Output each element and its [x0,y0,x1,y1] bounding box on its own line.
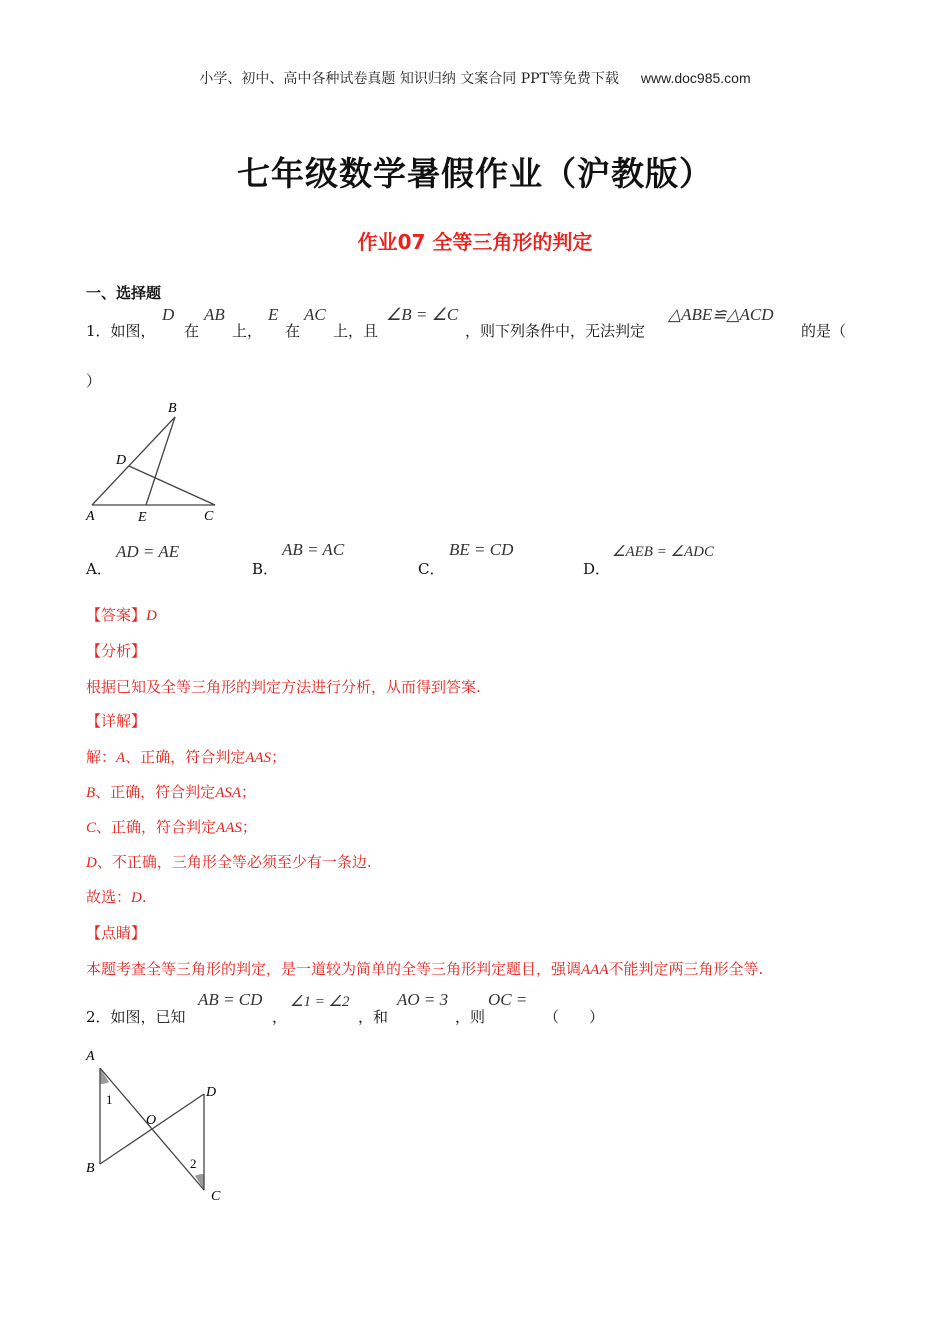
option-d-math[interactable]: ∠AEB = ∠ADC [612,544,715,560]
comment-post: 不能判定两三角形全等. [608,960,764,978]
detail-1-rule: AAS [245,750,272,766]
answer-value: D [146,608,157,624]
detail-label: 【详解】 [86,712,147,730]
detail-3-letter: C [86,820,97,836]
q1-text-6: 的是（ [801,322,847,340]
label-a: A [86,1049,95,1064]
q1-text-5: ，则下列条件中，无法判定 [465,322,646,340]
q2-figure [80,1040,240,1210]
label-d: D [116,453,127,468]
q1-math-6: △ABE≌△ACD [668,305,774,324]
q2-prefix: 2．如图，已知 [86,1008,186,1026]
label-angle-1: 1 [106,1092,113,1107]
comment-label: 【点睛】 [86,924,147,942]
label-e: E [138,510,147,525]
q2-text-2: ，和 [358,1008,389,1026]
choose-letter: D [131,890,142,906]
label-b: B [86,1161,95,1176]
detail-2-mid: 、正确，符合判定 [95,783,216,801]
q1-close: ） [86,372,102,390]
label-c: C [204,509,214,524]
detail-line-2 [86,781,256,802]
q2-math-1: AB = CD [198,990,263,1009]
detail-2-rule: ASA [215,785,242,801]
q1-math-1: D [162,305,175,324]
option-c-letter[interactable]: C． [418,560,445,578]
option-d-letter[interactable]: D． [583,560,611,578]
option-b-math[interactable]: AB = AC [282,540,345,559]
q1-text-2: 上， [232,322,263,340]
detail-3-rule: AAS [216,820,242,836]
q2-text-1: ， [272,1008,288,1026]
answer-label: 【答案】 [86,606,147,624]
detail-2-letter: B [86,785,96,801]
choose-post: . [141,888,147,906]
page-subtitle: 作业07 全等三角形的判定 [357,230,593,254]
detail-1-post: ； [271,748,287,766]
detail-3-mid: 、正确，符合判定 [96,818,217,836]
q1-figure [80,395,230,525]
q1-math-5: ∠B = ∠C [386,305,459,324]
option-c-math[interactable]: BE = CD [449,540,514,559]
label-a: A [86,509,95,524]
label-b: B [168,401,177,416]
q2-math-2: ∠1 = ∠2 [290,994,350,1010]
q2-math-4: OC = [488,990,528,1009]
q1-prefix: 1．如图， [86,322,156,340]
detail-4-mid: 、不正确，三角形全等必须至少有一条边. [96,853,372,871]
q2-math-3: AO = 3 [397,990,449,1009]
option-a-letter[interactable]: A． [86,560,112,578]
detail-1-letter: A [116,750,126,766]
header-text: 小学、初中、高中各种试卷真题 知识归纳 文案合同 PPT等免费下载 [199,71,619,87]
detail-4-letter: D [86,855,97,871]
analysis-label: 【分析】 [86,642,147,660]
comment-pre: 本题考查全等三角形的判定，是一道较为简单的全等三角形判定题目，强调 [86,960,582,978]
label-d: D [206,1085,217,1100]
label-o: O [146,1113,157,1128]
q2-text-3: ，则 [455,1008,486,1026]
segment-cd [129,466,215,505]
comment-text [86,958,763,979]
q1-text-3: 在 [285,322,301,340]
label-c: C [211,1189,221,1204]
q1-math-3: E [268,305,279,324]
q2-text-4: （ ） [544,1008,605,1026]
q1-text-4: 上，且 [333,322,379,340]
option-b-letter[interactable]: B． [252,560,279,578]
page-header [0,68,950,88]
choose-pre: 故选： [86,888,132,906]
option-a-math[interactable]: AD = AE [116,542,180,561]
detail-2-post: ； [241,783,257,801]
detail-1-mid: 、正确，符合判定 [125,748,246,766]
section-heading: 一、选择题 [86,284,162,302]
segment-ab [92,417,175,505]
choose-line [86,886,147,907]
detail-1-pre: 解： [86,748,117,766]
detail-3-post: ； [241,818,257,836]
comment-math: AAA [581,962,609,978]
segment-bd [100,1094,204,1164]
header-url[interactable]: www.doc985.com [640,70,751,86]
label-angle-2: 2 [190,1156,197,1171]
detail-line-3 [86,816,257,837]
q1-math-2: AB [204,305,225,324]
detail-line-4 [86,851,372,872]
answer-line [86,604,157,625]
q1-math-4: AC [304,305,326,324]
detail-line-1 [86,746,286,767]
page-title: 七年级数学暑假作业（沪教版） [237,154,713,193]
analysis-text: 根据已知及全等三角形的判定方法进行分析，从而得到答案. [86,678,481,696]
segment-be [146,417,175,505]
q1-text-1: 在 [184,322,200,340]
